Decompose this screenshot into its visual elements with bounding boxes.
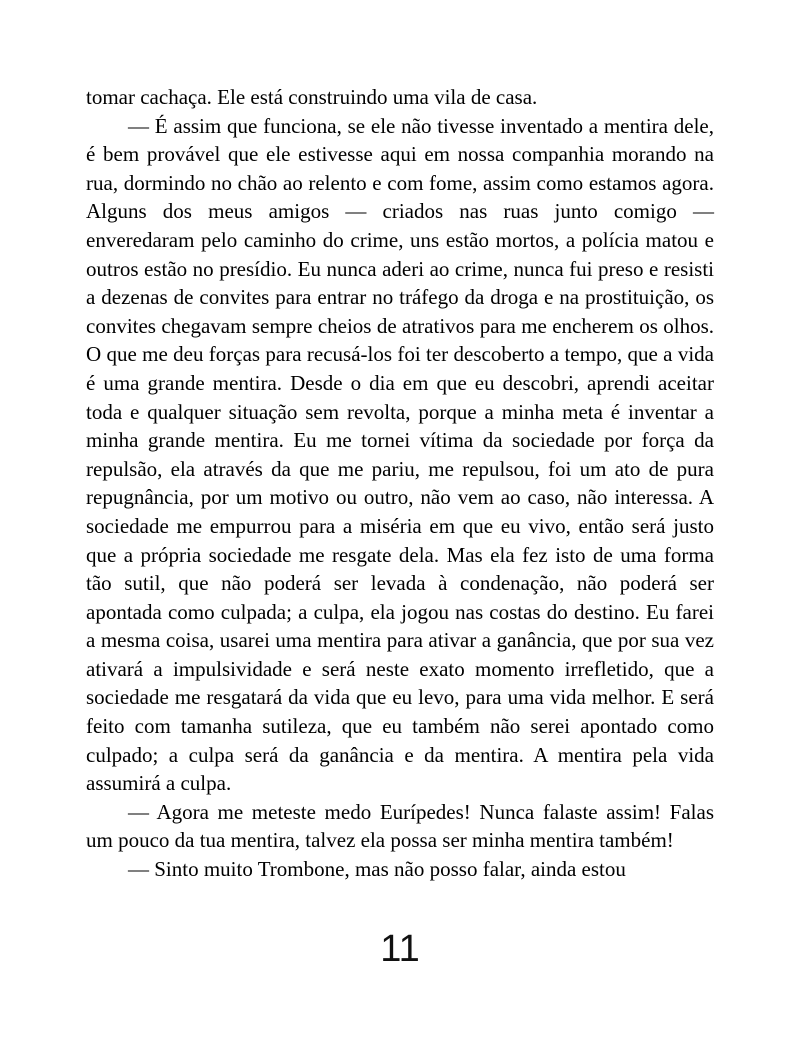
page-number: 11 [380,928,420,970]
page-text-block [86,83,714,884]
paragraph: — Agora me meteste medo Eurípedes! Nunca falaste assim! Falas um pouco da tua mentira, talvez ela possa ser minha mentira também! [86,799,714,853]
paragraph: tomar cachaça. Ele está construindo uma vila de casa. [86,85,538,109]
paragraph: — É assim que funciona, se ele não tivesse inventado a mentira dele, é bem provável que ele estivesse aqui em nossa companhia morando na rua, dormindo no chão ao relento e com fome, assim como estamos agora. Alguns dos meus amigos — criados nas ruas junto comigo — enveredaram pelo caminho do crime, uns estão mortos, a polícia matou e outros estão no presídio. Eu nunca aderi ao crime, nunca fui preso e resisti a dezenas de convites para entrar no tráfego da droga e na prostituição, os convites chegavam sempre cheios de atrativos para me encherem os olhos. O que me deu forças para recusá-los foi ter descoberto a tempo, que a vida é uma grande mentira. Desde o dia em que eu descobri, aprendi aceitar toda e qualquer situação sem revolta, porque a minha meta é inventar a minha grande mentira. Eu me tornei vítima da sociedade por força da repulsão, ela através da que me pariu, me repulsou, foi um ato de pura repugnância, por um motivo ou outro, não vem ao caso, não interessa. A sociedade me empurrou para a miséria em que eu vivo, então será justo que a própria sociedade me resgate dela. Mas ela fez isto de uma forma tão sutil, que não poderá ser levada à condenação, não poderá ser apontada como culpada; a culpa, ela jogou nas costas do destino. Eu farei a mesma coisa, usarei uma mentira para ativar a ganância, que por sua vez ativará a impulsividade e será neste exato momento irrefletido, que a sociedade me resgatará da vida que eu levo, para uma vida melhor. E será feito com tamanha sutileza, que eu também não serei apontado como culpado; a culpa será da ganância e da mentira. A mentira pela vida assumirá a culpa. [86,113,714,796]
paragraph: — Sinto muito Trombone, mas não posso falar, ainda estou [128,857,626,882]
